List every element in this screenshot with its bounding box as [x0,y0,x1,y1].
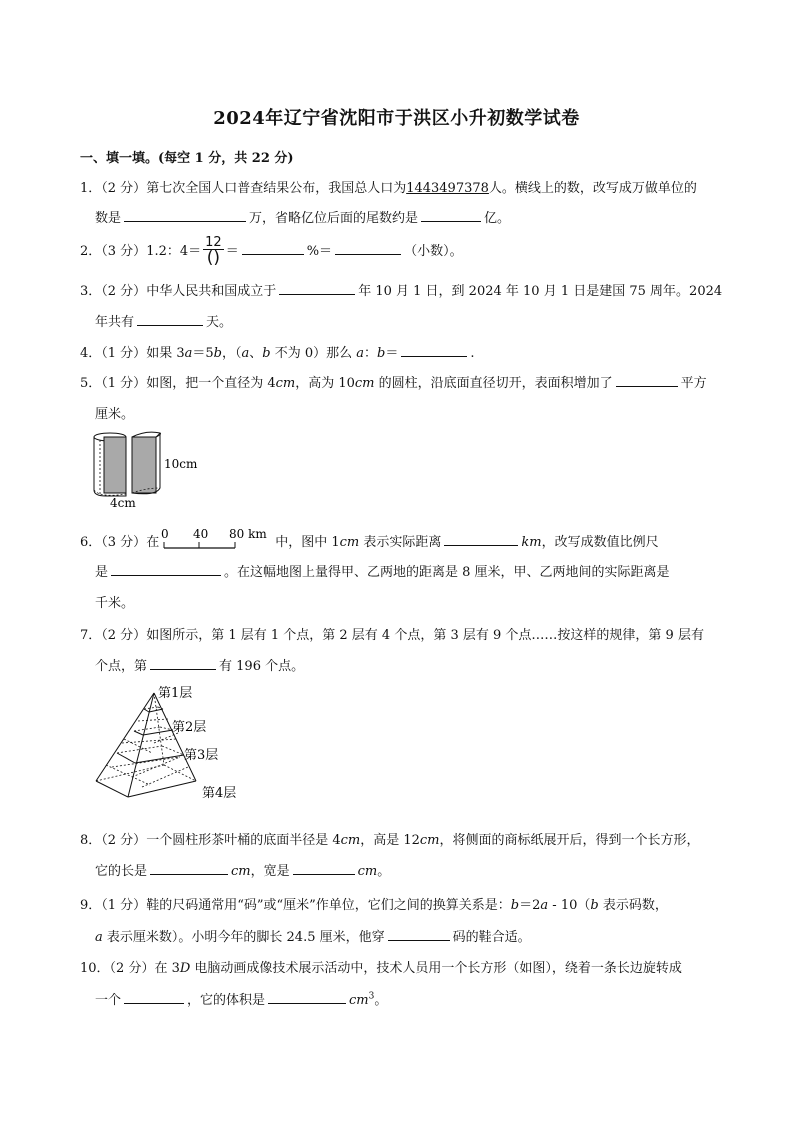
q10-text-a: 在 3 [154,961,180,976]
q8-text-a: 一个圆柱形茶叶桶的底面半径是 4 [146,833,341,848]
q4-text-b: ＝5 [192,346,214,361]
question-9-line-1 [80,894,668,913]
q2-score: （3 分） [101,244,147,259]
question-10-line-2 [95,989,387,1008]
question-6-line-1 [80,528,659,552]
section-heading: 一、填一填。(每空 1 分，共 22 分) [80,151,294,166]
question-10-line-1 [80,957,682,976]
q7-text-a: 如图所示，第 1 层有 1 个点，第 2 层有 4 个点，第 3 层有 9 个点……按这样的规律，第 9 层有 [146,628,704,643]
q5-answer-blank[interactable] [616,374,678,387]
q6-text-d: ，改写成数值比例尺 [541,535,659,550]
q2-fraction-numerator: 12 [205,235,222,250]
q4-text-a: 如果 3 [146,346,185,361]
scale-label-80km: 80 km [229,528,267,541]
q10-score: （2 分） [109,961,155,976]
q8-unit-1: cm [340,833,361,848]
q10-answer-blank-1[interactable] [124,991,184,1004]
q10-unit-cubed: 3 [368,991,375,1002]
q8-text-d: 它的长是 [95,864,148,879]
q2-answer-blank-1[interactable] [242,242,304,255]
q4-text-c: ，（ [221,346,242,361]
question-8-line-1 [80,829,700,848]
q1-text-a: 第七次全国人口普查结果公布，我国总人口为 [146,181,407,196]
question-3-line-1 [80,280,722,299]
q6-text-a: 在 [146,535,160,550]
q8-unit-2: cm [419,833,440,848]
q4-var-a: a [184,346,193,361]
line-scale-bar [161,528,273,552]
pyramid-layers-figure [92,683,252,805]
q4-var-b-3: b [377,346,386,361]
q6-answer-blank-2[interactable] [111,563,221,576]
q6-score: （3 分） [101,535,147,550]
q5-text-e: 厘米。 [95,407,135,422]
question-3-line-2 [95,311,232,330]
q9-text-d: 表示码数， [598,898,668,913]
q6-number: 6． [80,535,102,550]
cylinder-height-label: 10cm [164,457,198,471]
q10-text-e: 。 [374,993,388,1008]
q9-var-a-2: a [95,930,103,945]
question-5-line-2 [95,403,134,422]
q8-answer-blank-1[interactable] [150,862,228,875]
q7-score: （2 分） [101,628,147,643]
question-7-line-2 [95,655,304,674]
question-4 [80,342,475,361]
q3-answer-blank-1[interactable] [279,282,355,295]
q10-answer-blank-2[interactable] [268,991,346,1004]
q4-number: 4． [80,346,102,361]
cylinder-right-half [132,432,161,494]
q6-text-b: 中，图中 1 [275,535,340,550]
q3-text-a: 中华人民共和国成立于 [146,284,277,299]
q3-number: 3． [80,284,102,299]
q9-text-b: ＝2 [519,898,541,913]
q4-text-f: ： [364,346,378,361]
q2-number: 2． [80,244,102,259]
q9-text-a: 鞋的尺码通常用“码”或“厘米”作单位，它们之间的换算关系是： [146,898,511,913]
q9-text-c: - 10（ [548,898,591,913]
q3-text-c: 年共有 [95,315,135,330]
q7-number: 7． [80,628,102,643]
q7-answer-blank[interactable] [150,657,216,670]
cylinder-left-half [94,433,126,496]
q4-text-e: 不为 0）那么 [270,346,357,361]
question-7-line-1 [80,624,704,643]
q8-answer-blank-2[interactable] [293,862,355,875]
q1-population: 1443497378 [406,181,489,196]
q3-score: （2 分） [101,284,147,299]
q5-unit-1: cm [275,376,296,391]
q4-var-a-3: a [356,346,365,361]
q1-number: 1． [80,181,102,196]
q1-text-e: 亿。 [484,211,511,226]
q1-score: （2 分） [101,181,147,196]
q6-text-e: 是 [95,565,109,580]
q6-answer-blank-1[interactable] [444,533,518,546]
q4-text-g: ＝ [385,346,399,361]
layer-1-label: 第1层 [158,686,193,701]
q8-text-c: ，将侧面的商标纸展开后，得到一个长方形， [439,833,700,848]
q4-score: （1 分） [101,346,147,361]
q2-text-d: （小数）。 [404,244,463,259]
q2-text-b: ＝ [225,244,239,259]
q2-fraction [203,236,224,267]
q6-unit-km: km [521,535,542,550]
q10-var-d: D [179,961,191,976]
q10-text-d: ，它的体积是 [187,993,266,1008]
q3-text-d: 天。 [206,315,233,330]
q5-text-a: 如图，把一个直径为 4 [146,376,276,391]
question-1-line-1 [80,177,697,196]
cylinder-diameter-label: 4cm [110,496,136,510]
q8-text-b: ，高是 12 [360,833,420,848]
q9-number: 9． [80,898,102,913]
layer-4-label: 第4层 [202,786,237,801]
q5-text-d: 平方 [680,376,707,391]
q10-text-c: 一个 [95,993,122,1008]
q5-score: （1 分） [101,376,147,391]
q2-text-a: 1.2：4＝ [146,244,202,259]
q5-text-b: ，高为 10 [295,376,355,391]
question-2 [80,236,463,267]
q5-number: 5． [80,376,102,391]
question-1-line-2 [95,207,510,226]
q3-answer-blank-2[interactable] [137,313,203,326]
q1-text-b: 人。横线上的数，改写成万做单位的 [488,181,697,196]
q4-answer-blank[interactable] [401,344,467,357]
q6-text-g: 千米。 [95,596,135,611]
question-5-line-1 [80,372,707,391]
q5-unit-2: cm [354,376,375,391]
q2-fraction-denominator: () [206,248,221,268]
layer-2-label: 第2层 [172,720,207,735]
q7-text-c: 有 196 个点。 [219,659,305,674]
q9-text-e: 表示厘米数）。小明今年的脚长 24.5 厘米，他穿 [102,930,385,945]
q8-unit-3: cm [231,864,251,879]
q4-text-h: . [470,346,475,361]
q2-text-c: %＝ [306,244,333,259]
q1-answer-blank-1[interactable] [124,209,246,222]
q9-text-f: 码的鞋合适。 [452,930,531,945]
page-title: 2024年辽宁省沈阳市于洪区小升初数学试卷 [213,108,580,129]
question-8-line-2 [95,860,390,879]
q3-text-b: 年 10 月 1 日，到 2024 年 10 月 1 日是建国 75 周年。2024 [358,284,723,299]
q9-var-b-2: b [590,898,599,913]
question-9-line-2 [95,926,531,945]
layer-3-label: 第3层 [184,748,219,763]
q8-text-f: 。 [377,864,391,879]
q7-text-b: 个点，第 [95,659,148,674]
scale-label-0: 0 [161,528,169,541]
q8-text-e: ，宽是 [250,864,290,879]
q4-text-d: 、 [249,346,263,361]
q1-text-c: 数是 [95,211,122,226]
q10-text-b: 电脑动画成像技术展示活动中，技术人员用一个长方形（如图），绕着一条长边旋转成 [190,961,682,976]
cylinder-cut-figure [86,430,216,510]
q8-score: （2 分） [101,833,147,848]
question-6-line-2 [95,561,670,580]
q9-var-b: b [510,898,520,913]
q2-answer-blank-2[interactable] [335,242,401,255]
q9-answer-blank[interactable] [388,928,450,941]
q4-var-b-2: b [262,346,271,361]
q4-var-b: b [213,346,222,361]
q6-text-f: 。在这幅地图上量得甲、乙两地的距离是 8 厘米，甲、乙两地间的实际距离是 [224,565,670,580]
q1-answer-blank-2[interactable] [421,209,481,222]
q1-text-d: 万，省略亿位后面的尾数约是 [249,211,419,226]
q5-text-c: 的圆柱，沿底面直径切开，表面积增加了 [374,376,613,391]
scale-label-40: 40 [193,528,209,541]
question-6-line-3 [95,592,134,611]
q8-unit-4: cm [357,864,378,879]
q10-number: 10． [80,961,110,976]
q10-unit-cm: cm [349,993,369,1008]
q6-unit-cm: cm [339,535,360,550]
q9-var-a: a [540,898,549,913]
q4-var-a-2: a [241,346,250,361]
q6-text-c: 表示实际距离 [359,535,442,550]
q8-number: 8． [80,833,102,848]
q9-score: （1 分） [101,898,147,913]
